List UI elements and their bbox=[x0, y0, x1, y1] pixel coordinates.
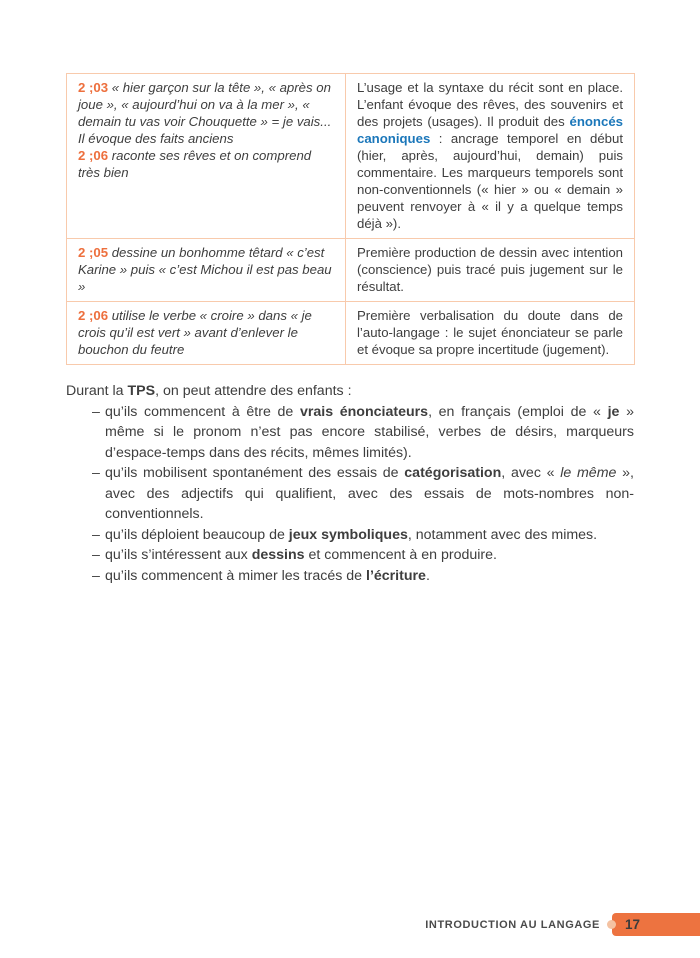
table-row bbox=[67, 302, 635, 365]
list-item bbox=[92, 402, 634, 464]
dash-marker: – bbox=[92, 567, 100, 584]
table-row bbox=[67, 74, 635, 239]
age-observation-cell: 2 ;05 dessine un bonhomme têtard « c’est Karine » puis « c’est Michou il est pas beau » bbox=[67, 239, 346, 302]
list-item bbox=[92, 566, 634, 587]
dash-marker: – bbox=[92, 403, 100, 420]
dash-marker: – bbox=[92, 526, 100, 543]
intro-paragraph: Durant la TPS, on peut attendre des enfants : bbox=[66, 383, 352, 399]
table-row bbox=[67, 239, 635, 302]
analysis-cell: L’usage et la syntaxe du récit sont en place. L’enfant évoque des rêves, des souvenirs et des projets (usages). Il produit des énoncés canoniques : ancrage temporel en début (hier, après, aujourd’hui, demain) puis commentaire. Les marqueurs temporels sont non-conventionnels (« hier » ou « demain » peuvent renvoyer à « il y a quelque temps déjà »). bbox=[346, 74, 635, 239]
expectations-list bbox=[66, 402, 634, 587]
list-item-text: qu’ils commencent à mimer les tracés de l’écriture. bbox=[105, 567, 430, 584]
list-item-text: qu’ils s’intéressent aux dessins et commencent à en produire. bbox=[105, 547, 497, 563]
page-content bbox=[66, 73, 634, 586]
page-number-bar bbox=[612, 913, 700, 936]
list-item-text: qu’ils déploient beaucoup de jeux symboliques, notamment avec des mimes. bbox=[105, 526, 598, 543]
list-item-text: qu’ils commencent à être de vrais énonciateurs, en français (emploi de « je » même si le pronom n’est pas encore stabilisé, verbes de désirs, marqueurs d’espace-temps dans des récits, mêmes limités). bbox=[105, 403, 634, 461]
footer-section-title: INTRODUCTION AU LANGAGE bbox=[425, 918, 600, 931]
analysis-cell: Première verbalisation du doute dans de l’auto-langage : le sujet énonciateur se parle et évoque sa propre incertitude (jugement). bbox=[346, 302, 635, 365]
age-observation-cell: 2 ;06 utilise le verbe « croire » dans « je crois qu’il est vert » avant d’enlever le bouchon du feutre bbox=[67, 302, 346, 365]
age-observation-cell: 2 ;03 « hier garçon sur la tête », « après on joue », « aujourd’hui on va à la mer », « demain tu vas voir Chouquette » = je vais... Il évoque des faits anciens 2 ;06 raconte ses rêves et on comprend très bien bbox=[67, 74, 346, 239]
list-item bbox=[92, 545, 634, 566]
page-number: 17 bbox=[625, 917, 641, 932]
list-item bbox=[92, 525, 634, 546]
footer-dot-icon bbox=[607, 920, 616, 929]
analysis-cell: Première production de dessin avec intention (conscience) puis tracé puis jugement sur le résultat. bbox=[346, 239, 635, 302]
dash-marker: – bbox=[92, 465, 100, 481]
observations-table bbox=[66, 73, 635, 365]
page-footer bbox=[0, 913, 700, 936]
dash-marker: – bbox=[92, 547, 100, 563]
list-item bbox=[92, 463, 634, 525]
list-item-text: qu’ils mobilisent spontanément des essais de catégorisation, avec « le même », avec des adjectifs qui qualifient, avec des essais de mots-nombres non-conventionnels. bbox=[105, 465, 634, 522]
